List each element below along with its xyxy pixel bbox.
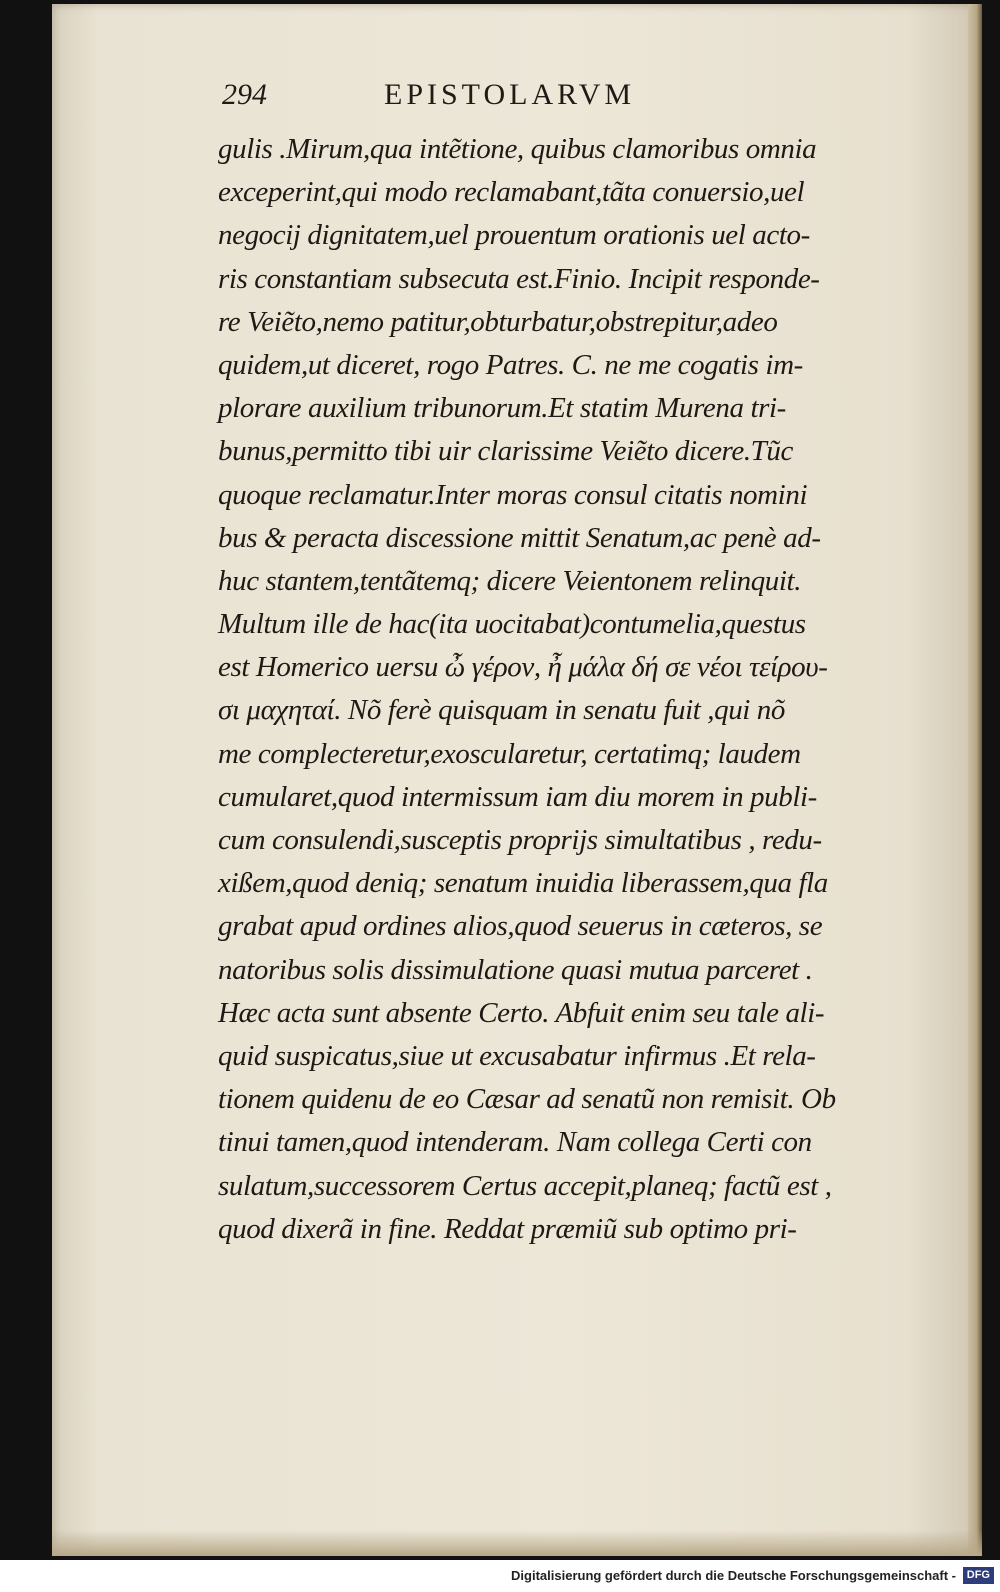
text-line: huc stantem,tentãtemq; dicere Veientonem relinquit. (218, 564, 802, 597)
text-line: xißem,quod deniq; senatum inuidia liberassem,qua fla (218, 867, 828, 900)
page-header (222, 78, 742, 118)
page-edge (968, 4, 982, 1556)
text-line: cumularet,quod intermissum iam diu morem in publi- (218, 780, 817, 813)
text-line: negocij dignitatem,uel prouentum orationis uel acto- (218, 219, 810, 252)
text-line: tionem quidenu de eo Cæsar ad senatũ non remisit. Ob (218, 1083, 836, 1116)
text-line: quoque reclamatur.Inter moras consul citatis nomini (218, 478, 808, 511)
text-line: quidem,ut diceret, rogo Patres. C. ne me cogatis im- (218, 348, 803, 381)
text-line: quid suspicatus,siue ut excusabatur infirmus .Et rela- (218, 1039, 816, 1072)
funding-credit: Digitalisierung gefördert durch die Deutsche Forschungsgemeinschaft - (511, 1568, 956, 1583)
digitization-footer (0, 1562, 1000, 1592)
text-line: quod dixerã in fine. Reddat præmiũ sub optimo pri- (218, 1212, 797, 1245)
text-line: gulis .Mirum,qua intẽtione, quibus clamoribus omnia (218, 133, 817, 165)
text-line: natoribus solis dissimulatione quasi mutua parceret . (218, 953, 813, 986)
text-line: cum consulendi,susceptis proprijs simultatibus , redu- (218, 824, 822, 856)
running-head: EPISTOLARVM (384, 78, 636, 111)
text-line: re Veiẽto,nemo patitur,obturbatur,obstrepitur,adeo (218, 305, 778, 338)
text-line: Multum ille de hac(ita uocitabat)contumelia,questus (218, 608, 806, 641)
text-line: plorare auxilium tribunorum.Et statim Murena tri- (218, 392, 786, 425)
text-line: σι μαχηταί. Nõ ferè quisquam in senatu fuit ,qui nõ (218, 694, 786, 727)
text-line: est Homerico uersu ὦ γέρον, ἦ μάλα δή σε νέοι τείρου- (218, 651, 828, 684)
text-line: tinui tamen,quod intenderam. Nam collega Certi con (218, 1126, 812, 1159)
text-line: bus & peracta discessione mittit Senatum,ac penè ad- (218, 521, 821, 554)
dfg-logo: DFG (963, 1567, 994, 1584)
text-line: grabat apud ordines alios,quod seuerus in cæteros, se (218, 910, 823, 943)
text-line: exceperint,qui modo reclamabant,tãta conuersio,uel (218, 176, 805, 209)
text-line: Hæc acta sunt absente Certo. Abfuit enim seu tale ali- (218, 996, 825, 1029)
text-line: me complecteretur,exoscularetur, certatimq; laudem (218, 737, 801, 770)
text-line: bunus,permitto tibi uir clarissime Veiẽto dicere.Tũc (218, 435, 793, 468)
text-line: ris constantiam subsecuta est.Finio. Incipit responde- (218, 262, 820, 295)
body-text (218, 128, 908, 1251)
page-number: 294 (222, 78, 267, 111)
page-bottom-shadow (52, 1530, 982, 1556)
text-line: sulatum,successorem Certus accepit,planeq; factũ est , (218, 1169, 832, 1202)
